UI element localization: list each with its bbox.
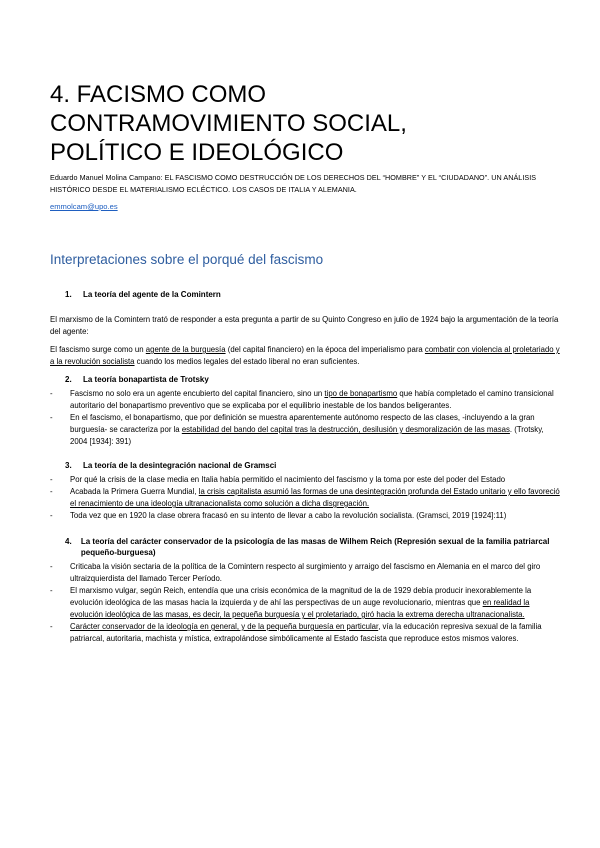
subsection-title-2: 2. La teoría bonapartista de Trotsky: [65, 375, 209, 384]
subsection-title-1: 1. La teoría del agente de la Comintern: [65, 290, 221, 299]
bullet-list-4: [50, 561, 562, 645]
list-item: - Acabada la Primera Guerra Mundial, la crisis capitalista asumió las formas de una desintegración profunda del Estado unitario y ello favoreció el renacimiento de una ideología ultranacionalista como solución a dicha disgregación.: [50, 487, 560, 508]
author-line: Eduardo Manuel Molina Campano: EL FASCISMO COMO DESTRUCCIÓN DE LOS DERECHOS DEL “HOMBRE” Y EL “CIUDADANO”. UN ANÁLISIS HISTÓRICO DESDE EL MATERIALISMO ECLÉCTICO. LOS CASOS DE ITALIA Y ALEMANIA.: [50, 173, 537, 194]
list-item: - El marxismo vulgar, según Reich, entendía que una crisis económica de la magnitud de la de 1929 debía producir inexorablemente la evolución ideológica de las masas hacia la izquierda y de ahí las perspectivas de un auge revolucionario, mientras que en realidad la evolución ideológica de las masas, es decir, la pequeña burguesía y el proletariado, giró hacia la extrema derecha ultranacionalista.: [50, 586, 532, 619]
section-heading: Interpretaciones sobre el porqué del fascismo: [50, 252, 324, 267]
page-title: 4. FACISMO COMO CONTRAMOVIMIENTO SOCIAL, POLÍTICO E IDEOLÓGICO: [50, 81, 407, 166]
paragraph-comintern: El fascismo surge como un agente de la burguesía (del capital financiero) en la época del imperialismo para combatir con violencia al proletariado y a la revolución socialista cuando los medios legales del estado liberal no eran suficientes.: [50, 345, 560, 366]
list-item: - Carácter conservador de la ideología en general, y de la pequeña burguesía en particular, vía la educación represiva sexual de la familia patriarcal, autoritaria, machista y mística, extrapolándose simbólicamente al Estado fascista que reproduce estos mismos valores.: [50, 622, 542, 643]
bullet-list-3: [50, 474, 562, 522]
list-item: - En el fascismo, el bonapartismo, que por definición se muestra aparentemente autónomo respecto de las clases, -incluyendo a la gran burguesía- se caracteriza por la estabilidad del bando del capital tras la destrucción, desilusión y desmoralización de las masas. (Trotsky, 2004 [1934]: 391): [50, 413, 544, 446]
list-item: - Toda vez que en 1920 la clase obrera fracasó en su intento de llevar a cabo la revolución socialista. (Gramsci, 2019 [1924]:11): [50, 511, 507, 520]
list-item: - Por qué la crisis de la clase media en Italia había permitido el nacimiento del fascismo y la toma por este del poder del Estado: [50, 475, 506, 484]
bullet-list-2: [50, 388, 562, 448]
list-item: - Fascismo no solo era un agente encubierto del capital financiero, sino un tipo de bonapartismo que había completado el camino transicional autoritario del bonapartismo preventivo que se explicaba por el equilibrio inestable de los bandos beligerantes.: [50, 389, 554, 410]
subsection-title-4: 4. La teoría del carácter conservador de la psicología de las masas de Wilhem Reich (Represión sexual de la familia patriarcal pequeño-burguesa): [65, 537, 550, 557]
list-item: - Criticaba la visión sectaria de la política de la Comintern respecto al surgimiento y arraigo del fascismo en Alemania en el marco del giro ultraizquierdista del llamado Tercer Período.: [50, 562, 541, 583]
paragraph-intro: El marxismo de la Comintern trató de responder a esta pregunta a partir de su Quinto Congreso en julio de 1924 bajo la argumentación de la teoría del agente:: [50, 315, 559, 336]
email-link[interactable]: emmolcam@upo.es: [50, 202, 118, 211]
subsection-title-3: 3. La teoría de la desintegración nacional de Gramsci: [65, 461, 277, 470]
